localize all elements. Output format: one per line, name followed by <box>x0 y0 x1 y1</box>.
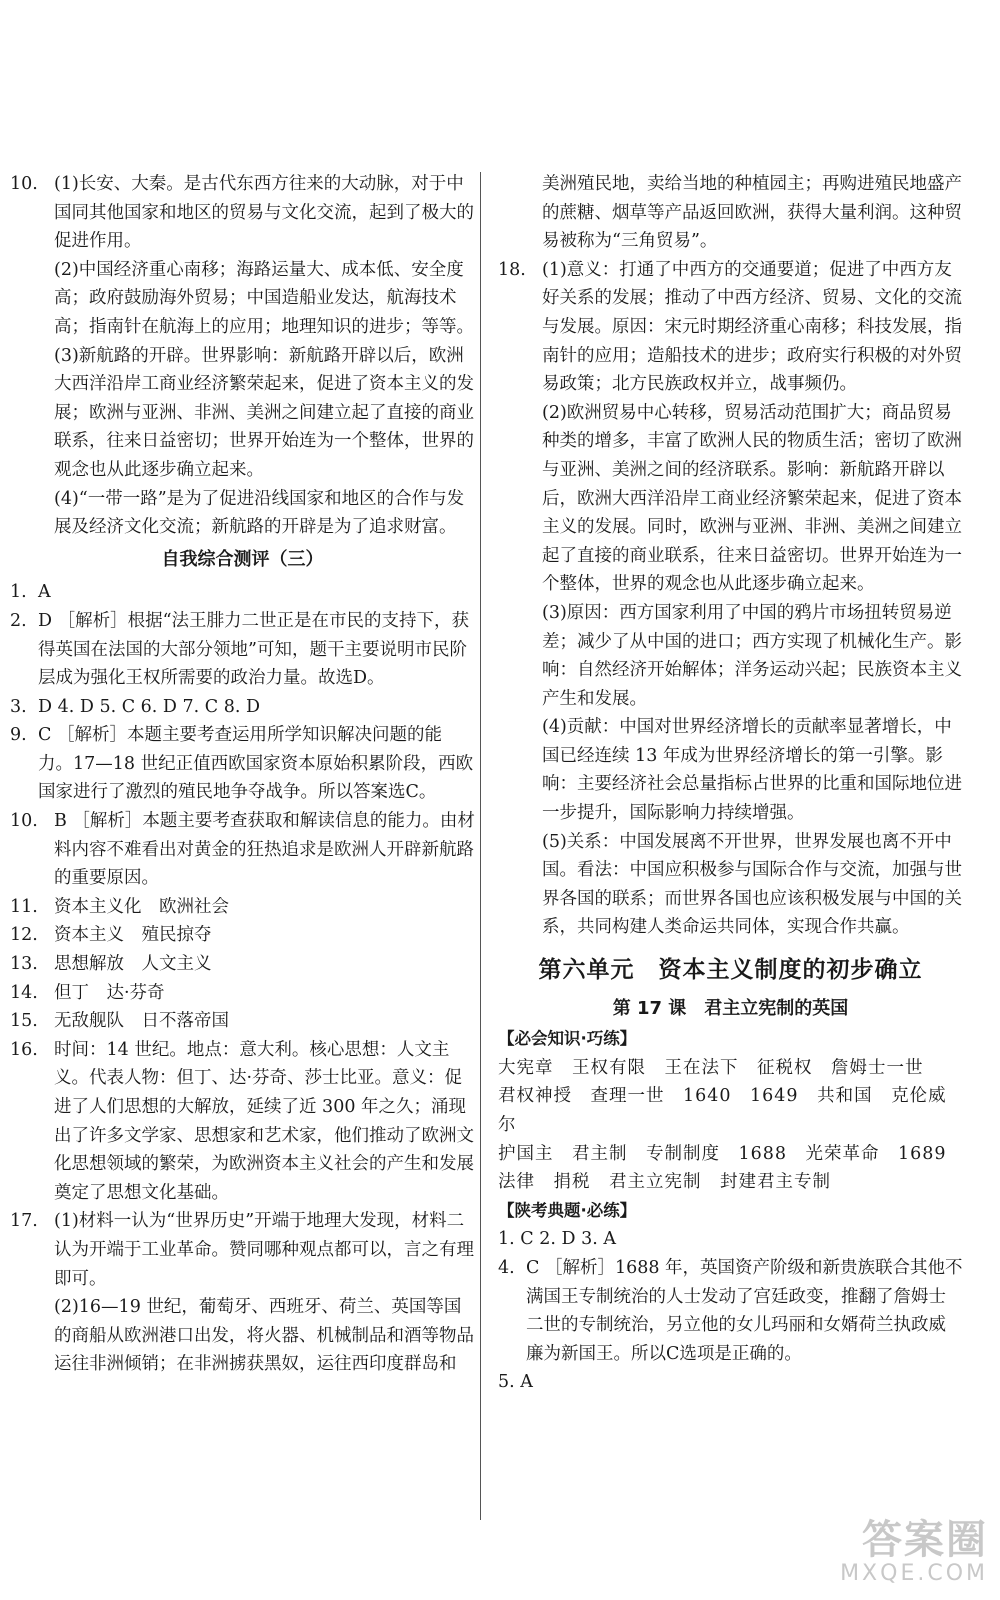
answer-10-part1 <box>10 170 475 542</box>
answer-paragraph: (4)贡献：中国对世界经济增长的贡献率显著增长，中国已经连续 13 年成为世界经济增长的第一引擎。影响：主要经济社会总量指标占世界的比重和国际地位进一步提升，国际影响力持续增强。 <box>542 717 962 824</box>
question-number: 3. <box>10 696 27 717</box>
answer-13 <box>10 950 475 979</box>
answer-paragraph: (2)16—19 世纪，葡萄牙、西班牙、荷兰、英国等国的商船从欧洲港口出发，将火器、机械制品和酒等物品运往非洲倾销；在非洲掳获黑奴，运往西印度群岛和 <box>54 1297 474 1375</box>
column-divider <box>480 172 481 1520</box>
subsection-label: 【陕考典题·必练】 <box>498 1200 637 1220</box>
question-number: 10. <box>10 811 38 832</box>
left-column <box>10 170 475 1379</box>
answer-text: 时间：14 世纪。地点：意大利。核心思想：人文主义。代表人物：但丁、达·芬奇、莎士比亚。意义：促进了人们思想的大解放，延续了近 300 年之久；涌现出了许多文学家、思想家和艺术家，他们推动了欧洲文化思想领域的繁荣，为欧洲资本主义社会的产生和发展奠定了思想文化基础。 <box>54 1039 474 1203</box>
answer-17-continued <box>498 170 963 256</box>
answer-paragraph: (1)长安、大秦。是古代东西方往来的大动脉，对于中国同其他国家和地区的贸易与文化交流，起到了极大的促进作用。 <box>54 174 474 252</box>
question-number: 14. <box>10 982 38 1003</box>
answer-text: 美洲殖民地，卖给当地的种植园主；再购进殖民地盛产的蔗糖、烟草等产品返回欧洲，获得大量利润。这种贸易被称为“三角贸易”。 <box>542 174 962 252</box>
right-column <box>498 170 963 1397</box>
answer-10b <box>10 807 475 893</box>
answer-11 <box>10 893 475 922</box>
answer-paragraph: (3)原因：西方国家利用了中国的鸦片市场扭转贸易逆差；减少了从中国的进口；西方实现了机械化生产。影响：自然经济开始解体；洋务运动兴起；民族资本主义产生和发展。 <box>542 602 962 709</box>
answer-9 <box>10 721 475 807</box>
keyword-list <box>498 1054 963 1197</box>
answer-15 <box>10 1007 475 1036</box>
question-number: 13. <box>10 954 38 975</box>
answer-text: C ［解析］1688 年，英国资产阶级和新贵族联合其他不满国王专制统治的人士发动了宫廷政变，推翻了詹姆士二世的专制统治，另立他的女儿玛丽和女婿荷兰执政威廉为新国王。所以C选项是正确的。 <box>526 1257 963 1364</box>
keyword-line: 大宪章 王权有限 王在法下 征税权 詹姆士一世 <box>498 1057 924 1078</box>
question-number: 16. <box>10 1039 38 1060</box>
answer-text: 无敌舰队 日不落帝国 <box>54 1011 229 1032</box>
answer-12 <box>10 921 475 950</box>
question-number: 17. <box>10 1211 38 1232</box>
answer-paragraph: (4)“一带一路”是为了促进沿线国家和地区的合作与发展及经济文化交流；新航路的开辟是为了追求财富。 <box>54 488 465 538</box>
keyword-line: 护国主 君主制 专制制度 1688 光荣革命 1689 <box>498 1143 947 1164</box>
answer-16 <box>10 1036 475 1208</box>
question-number: 12. <box>10 925 38 946</box>
answer-paragraph: (3)新航路的开辟。世界影响：新航路开辟以后，欧洲大西洋沿岸工商业经济繁荣起来，促进了资本主义的发展；欧洲与亚洲、非洲、美洲之间建立起了直接的商业联系，往来日益密切；世界开始连为一个整体，世界的观念也从此逐步确立起来。 <box>54 345 474 480</box>
question-number: 1. <box>10 582 27 603</box>
answer-14 <box>10 979 475 1008</box>
answer-text: 但丁 达·芬奇 <box>54 982 165 1003</box>
question-number: 11. <box>10 896 38 917</box>
answer-4 <box>498 1254 963 1368</box>
question-number: 15. <box>10 1011 38 1032</box>
answer-1 <box>10 578 475 607</box>
answer-text: D 4. D 5. C 6. D 7. C 8. D <box>38 696 261 717</box>
answer-18 <box>498 256 963 942</box>
section-title: 自我综合测评（三） <box>161 548 324 570</box>
answer-text: 资本主义化 欧洲社会 <box>54 896 229 917</box>
keyword-line: 君权神授 查理一世 1640 1649 共和国 克伦威尔 <box>498 1086 947 1135</box>
watermark-url: MXQE.COM <box>840 1561 988 1586</box>
answer-paragraph: (1)材料一认为“世界历史”开端于地理大发现，材料二认为开端于工业革命。赞同哪种观点都可以，言之有理即可。 <box>54 1211 474 1289</box>
answer-5: 5. A <box>498 1372 533 1393</box>
watermark-text: 答案圈 <box>862 1517 988 1563</box>
answer-text: 思想解放 人文主义 <box>54 954 212 975</box>
answer-3-8 <box>10 693 475 722</box>
question-number: 2. <box>10 610 27 631</box>
question-number: 10. <box>10 174 38 194</box>
answer-paragraph: (2)中国经济重心南移；海路运量大、成本低、安全度高；政府鼓励海外贸易；中国造船业发达，航海技术高；指南针在航海上的应用；地理知识的进步；等等。 <box>54 259 474 337</box>
answer-text: D ［解析］根据“法王腓力二世正是在市民的支持下，获得英国在法国的大部分领地”可知，题干主要说明市民阶层成为强化王权所需要的政治力量。故选D。 <box>38 610 470 689</box>
watermark-logo <box>840 1518 988 1586</box>
subsection-label: 【必会知识·巧练】 <box>498 1029 637 1049</box>
answer-17 <box>10 1207 475 1379</box>
lesson-title: 第 17 课 君主立宪制的英国 <box>612 997 849 1019</box>
answer-paragraph: (2)欧洲贸易中心转移，贸易活动范围扩大；商品贸易种类的增多，丰富了欧洲人民的物质生活；密切了欧洲与亚洲、美洲之间的经济联系。影响：新航路开辟以后，欧洲大西洋沿岸工商业经济繁荣起来，促进了资本主义的发展。同时，欧洲与亚洲、非洲、美洲之间建立起了直接的商业联系，往来日益密切。世界开始连为一个整体，世界的观念也从此逐步确立起来。 <box>542 402 962 595</box>
answer-2 <box>10 607 475 693</box>
answer-text: C ［解析］本题主要考查运用所学知识解决问题的能力。17—18 世纪正值西欧国家资本原始积累阶段，西欧国家进行了激烈的殖民地争夺战争。所以答案选C。 <box>38 725 474 803</box>
question-number: 18. <box>498 259 526 280</box>
answer-text: A <box>38 582 51 603</box>
question-number: 9. <box>10 725 27 746</box>
answer-1-3: 1. C 2. D 3. A <box>498 1229 616 1250</box>
answer-text: 资本主义 殖民掠夺 <box>54 925 212 946</box>
question-number: 4. <box>498 1257 515 1278</box>
answer-paragraph: (1)意义：打通了中西方的交通要道；促进了中西方友好关系的发展；推动了中西方经济、贸易、文化的交流与发展。原因：宋元时期经济重心南移；科技发展，指南针的应用；造船技术的进步；政府实行积极的对外贸易政策；北方民族政权并立，战事频仍。 <box>542 259 962 395</box>
answer-paragraph: (5)关系：中国发展离不开世界，世界发展也离不开中国。看法：中国应积极参与国际合作与交流，加强与世界各国的联系；而世界各国也应该积极发展与中国的关系，共同构建人类命运共同体，实现合作共赢。 <box>542 831 962 938</box>
unit-title: 第六单元 资本主义制度的初步确立 <box>538 957 923 984</box>
answer-text: B ［解析］本题主要考查获取和解读信息的能力。由材料内容不难看出对黄金的狂热追求是欧洲人开辟新航路的重要原因。 <box>54 811 475 889</box>
keyword-line: 法律 捐税 君主立宪制 封建君主专制 <box>498 1172 831 1193</box>
